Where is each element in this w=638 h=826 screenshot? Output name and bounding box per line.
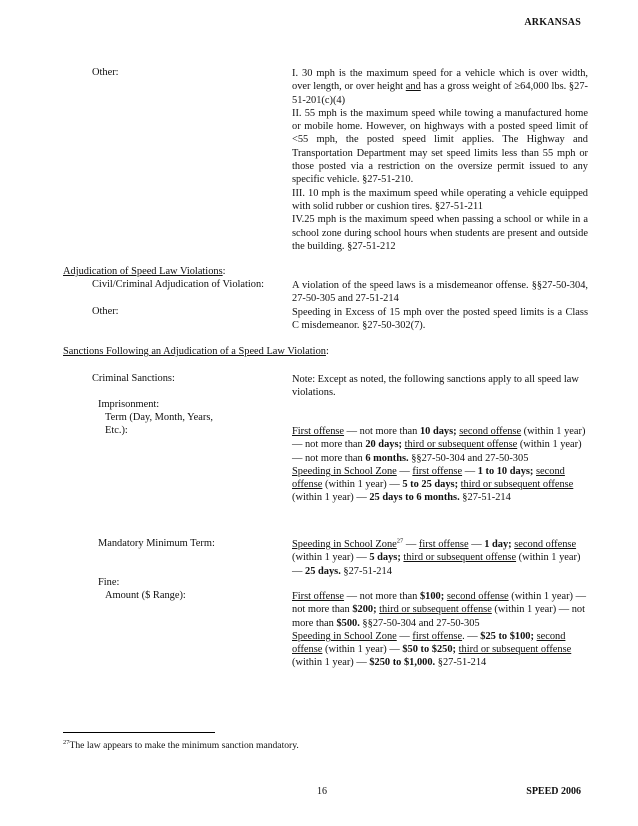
footnote-divider [63,732,215,733]
adjudication-heading: Adjudication of Speed Law Violations: [63,266,226,277]
other-label: Other: [92,67,119,78]
fine-amount-text [292,590,588,670]
imprisonment-term-text [292,425,588,505]
running-header: ARKANSAS [524,17,581,28]
rule-iii: III. 10 mph is the maximum speed while operating a vehicle equipped with solid rubber or cushion tires. §27-51-211 [292,187,588,212]
running-footer-title: SPEED 2006 [526,786,581,797]
footnote-number: 27 [63,738,70,746]
amount-label: Amount ($ Range): [105,590,186,601]
adjudication-other-label: Other: [92,306,119,317]
rule-iv: IV.25 mph is the maximum speed when passing a school or while in a school zone during school hours when students are present and outside the building. §27-51-212 [292,214,588,252]
term-general: First offense — not more than 10 days; second offense (within 1 year) — not more than 20 days; third or subsequent offense (within 1 year) — not more than 6 months. §§27-50-304 and 27-50-305 [292,426,586,464]
footnote-text: The law appears to make the minimum sanction mandatory. [69,740,299,751]
fine-school-zone: Speeding in School Zone — first offense. — $25 to $100; second offense (within 1 year) — $50 to $250; third or subsequent offense (within 1 year) — $250 to $1,000. §27-51-214 [292,630,572,669]
footnote [63,740,299,751]
term-label-line1: Term (Day, Month, Years, [105,412,213,423]
criminal-sanctions-note: Note: Except as noted, the following sanctions apply to all speed law violations. [292,374,579,399]
civil-criminal-text: A violation of the speed laws is a misdemeanor offense. §§27-50-304, 27-50-305 and 27-51-214 [292,280,588,305]
mandatory-minimum-text: Speeding in School Zone$^{27}$ — first offense — 1 day; second offense (within 1 year) — 5 days; third or subsequent offense (within 1 year) — 25 days. §27-51-214 [292,537,581,577]
civil-criminal-label: Civil/Criminal Adjudication of Violation: [92,279,265,290]
mandatory-minimum-label: Mandatory Minimum Term: [98,538,215,549]
sanctions-heading: Sanctions Following an Adjudication of a Speed Law Violation: [63,346,329,357]
imprisonment-label: Imprisonment: [98,399,160,410]
term-school-zone: Speeding in School Zone — first offense — 1 to 10 days; second offense (within 1 year) — 5 to 25 days; third or subsequent offense (within 1 year) — 25 days to 6 months. §27-51-214 [292,465,574,504]
footnote-ref-27: 27 [396,537,404,545]
criminal-sanctions-label: Criminal Sanctions: [92,373,175,384]
fine-label: Fine: [98,577,120,588]
term-label-line2: Etc.): [105,425,128,436]
fine-general: First offense — not more than $100; second offense (within 1 year) — not more than $200; third or subsequent offense (within 1 year) — not more than $500. §§27-50-304 and 27-50-305 [292,591,586,629]
page-number: 16 [317,786,327,797]
rule-i: I. 30 mph is the maximum speed for a vehicle which is over width, over length, or over height and has a gross weight of ≥64,000 lbs. §27-51-201(c)(4) [292,68,588,106]
adjudication-other-text: Speeding in Excess of 15 mph over the posted speed limits is a Class C misdemeanor. §27-50-302(7). [292,307,588,332]
other-speed-rules [292,67,588,253]
rule-ii: II. 55 mph is the maximum speed while towing a manufactured home or mobile home. However, on highways with a posted speed limit of <55 mph, the posted speed limit applies. The Highway and Transportation Department may set speed limits less than 55 mph or those posted via a restriction on the oversize permit issued to any specific vehicle. §27-51-210. [292,107,588,186]
